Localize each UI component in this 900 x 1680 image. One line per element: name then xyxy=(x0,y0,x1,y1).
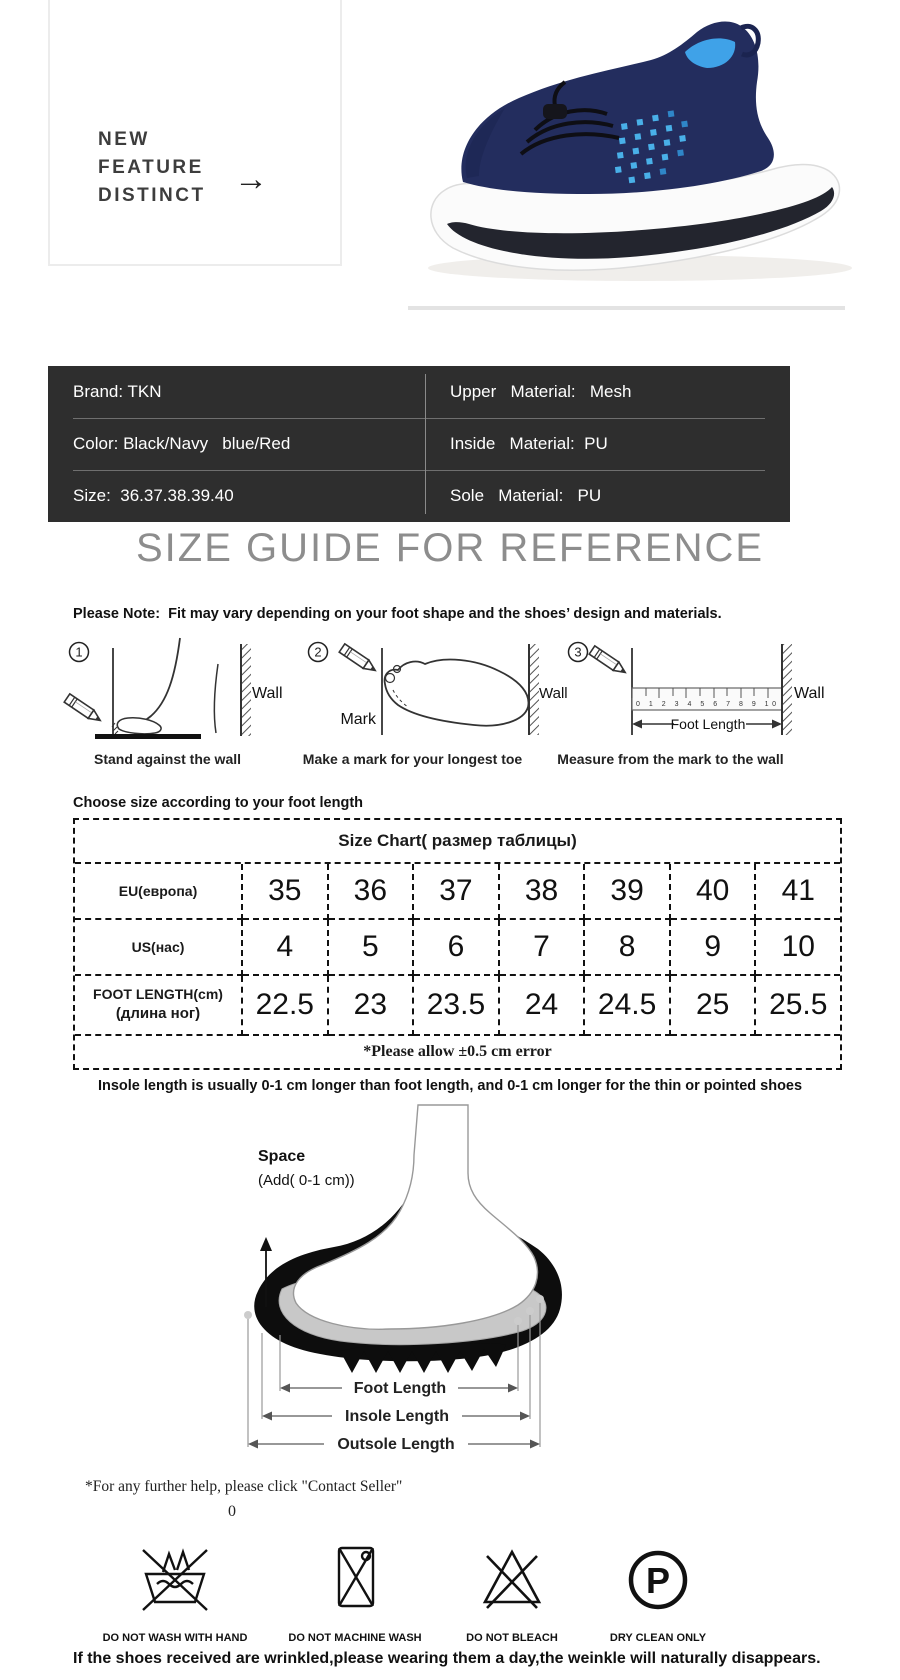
care-icon-dry-clean-only xyxy=(568,1542,748,1627)
fit-note: Please Note: Fit may vary depending on your foot shape and the shoes’ design and materials. xyxy=(73,606,722,622)
size-chart-table xyxy=(73,818,842,1070)
insole-note: Insole length is usually 0-1 cm longer than foot length, and 0-1 cm longer for the thin or pointed shoes xyxy=(97,1078,803,1094)
pencil-icon xyxy=(589,646,628,677)
spec-row-1 xyxy=(48,366,790,418)
tagline-line-3: DISTINCT xyxy=(98,185,206,206)
us-size: 7 xyxy=(500,920,586,976)
step-3-caption: Measure from the mark to the wall xyxy=(557,751,784,767)
foot-length-cm: 23.5 xyxy=(414,976,500,1036)
outsole-length-label: Outsole Length xyxy=(337,1436,455,1453)
step-2-wall-label: Wall xyxy=(539,685,568,702)
care-label-2: DO NOT MACHINE WASH xyxy=(288,1632,422,1644)
us-size: 8 xyxy=(585,920,671,976)
us-size: 6 xyxy=(414,920,500,976)
eu-size: 39 xyxy=(585,864,671,920)
spec-row-3 xyxy=(48,470,790,522)
step-2-mark-label: Mark xyxy=(340,711,376,728)
size-guide-heading: SIZE GUIDE FOR REFERENCE xyxy=(135,526,765,570)
wrinkle-note: If the shoes received are wrinkled,please wearing them a day,the weinkle will naturally disappears. xyxy=(73,1650,821,1667)
step-3-foot-length-label: Foot Length xyxy=(670,716,746,732)
step-2-figure xyxy=(292,632,572,748)
foot-measurement-diagram xyxy=(200,1095,660,1465)
step-1-number: 1 xyxy=(75,644,83,660)
insole-length-label: Insole Length xyxy=(345,1408,449,1425)
step-2-number: 2 xyxy=(314,644,322,660)
step-3-figure xyxy=(566,632,858,748)
size-chart-row-eu xyxy=(75,864,840,920)
hero-tagline xyxy=(98,126,206,210)
us-size: 4 xyxy=(243,920,329,976)
tagline-line-1: NEW xyxy=(98,129,150,150)
eu-size: 35 xyxy=(243,864,329,920)
us-size: 10 xyxy=(756,920,840,976)
care-label-1: DO NOT WASH WITH HAND xyxy=(102,1632,248,1644)
ruler-numbers: 0 1 2 3 4 5 6 7 8 9 10 xyxy=(636,701,776,708)
eu-size: 41 xyxy=(756,864,840,920)
spec-upper-material: Upper Material: Mesh xyxy=(450,382,632,401)
row-label-foot-length: FOOT LENGTH(cm) (длина ног) xyxy=(75,976,243,1036)
eu-size: 37 xyxy=(414,864,500,920)
spec-row-2 xyxy=(48,418,790,470)
space-label: Space xyxy=(258,1148,306,1165)
pencil-icon xyxy=(64,694,103,725)
eu-size: 36 xyxy=(329,864,415,920)
spec-brand: Brand: TKN xyxy=(73,382,162,401)
care-label-3: DO NOT BLEACH xyxy=(466,1632,558,1644)
zero-text: 0 xyxy=(228,1503,236,1520)
us-size: 9 xyxy=(671,920,757,976)
size-chart-footnote: *Please allow ±0.5 cm error xyxy=(363,1043,552,1060)
care-icon-do-not-hand-wash xyxy=(85,1542,265,1627)
size-chart-row-us xyxy=(75,920,840,976)
dry-clean-p-glyph: P xyxy=(645,1560,671,1601)
foot-length-cm: 24 xyxy=(500,976,586,1036)
row-label-eu: EU(европа) xyxy=(75,864,243,920)
foot-length-label: Foot Length xyxy=(353,1380,447,1397)
step-1-wall-label: Wall xyxy=(252,685,283,702)
spec-inside-material: Inside Material: PU xyxy=(450,434,608,453)
step-3-wall-label: Wall xyxy=(794,685,825,702)
size-chart-row-footlength xyxy=(75,976,840,1036)
eu-size: 38 xyxy=(500,864,586,920)
foot-length-cm: 22.5 xyxy=(243,976,329,1036)
step-1-caption: Stand against the wall xyxy=(93,751,242,767)
spec-color: Color: Black/Navy blue/Red xyxy=(73,434,291,453)
product-photo-sneaker xyxy=(385,10,885,300)
care-icon-do-not-machine-wash xyxy=(265,1542,445,1627)
step-2-caption: Make a mark for your longest toe xyxy=(302,751,523,767)
foot-length-cm: 25 xyxy=(671,976,757,1036)
choose-size-note: Choose size according to your foot length xyxy=(73,795,364,811)
eu-size: 40 xyxy=(671,864,757,920)
row-label-us: US(нас) xyxy=(75,920,243,976)
care-label-4: DRY CLEAN ONLY xyxy=(609,1632,707,1644)
space-add-label: (Add( 0-1 cm)) xyxy=(258,1172,355,1189)
foot-length-cm: 24.5 xyxy=(585,976,671,1036)
us-size: 5 xyxy=(329,920,415,976)
photo-divider xyxy=(408,306,845,310)
size-chart-title: Size Chart( размер таблицы) xyxy=(75,820,840,864)
spec-sole-material: Sole Material: PU xyxy=(450,486,602,505)
spec-table xyxy=(48,366,790,522)
foot-length-cm: 25.5 xyxy=(756,976,840,1036)
foot-length-cm: 23 xyxy=(329,976,415,1036)
arrow-right-icon: → xyxy=(234,160,268,198)
spec-size: Size: 36.37.38.39.40 xyxy=(73,486,234,505)
contact-seller-note: *For any further help, please click "Contact Seller" xyxy=(85,1478,403,1495)
step-1-figure xyxy=(55,632,290,748)
tagline-line-2: FEATURE xyxy=(98,157,204,178)
step-3-number: 3 xyxy=(574,644,582,660)
pencil-icon xyxy=(339,644,378,675)
